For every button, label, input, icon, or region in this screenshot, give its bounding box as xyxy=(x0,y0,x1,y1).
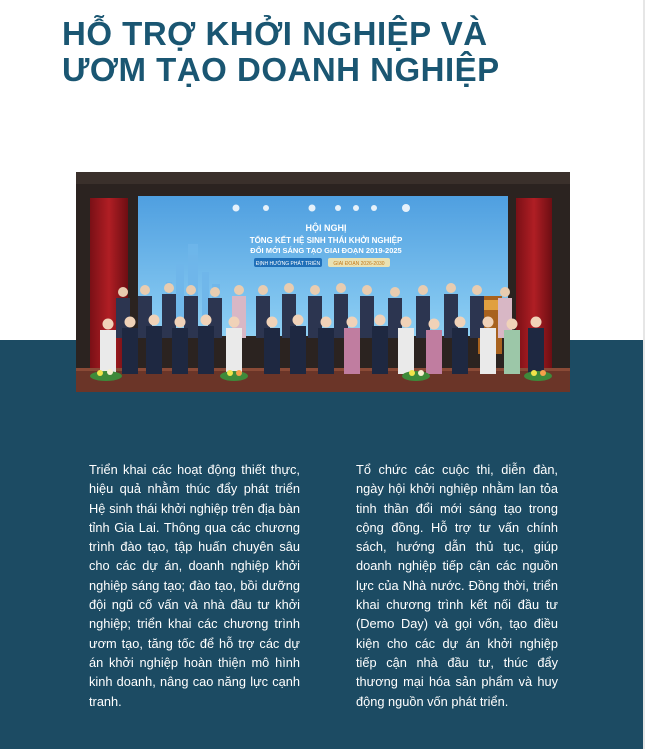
page-title-line-1: HỖ TRỢ KHỞI NGHIỆP VÀ xyxy=(62,15,488,52)
event-photo xyxy=(76,172,570,392)
page-title xyxy=(62,16,500,88)
body-text-left: Triển khai các hoạt động thiết thực, hiệu quả nhằm thúc đẩy phát triển Hệ sinh thái khởi nghiệp trên địa bàn tỉnh Gia Lai. Thông qua các chương trình đào tạo, tập huấn chuyên sâu cho các dự án, doanh nghiệp khởi nghiệp sáng tạo; đào tạo, bồi dưỡng đội ngũ cố vấn và nhà đầu tư khởi nghiệp; triển khai các chương trình ươm tạo, tăng tốc để hỗ trợ các dự án khởi nghiệp hoàn thiện mô hình kinh doanh, nâng cao năng lực cạnh tranh. xyxy=(89,462,300,709)
banner-line-1: TỔNG KẾT HỆ SINH THÁI KHỞI NGHIỆP xyxy=(249,236,403,245)
page-title-line-2: ƯƠM TẠO DOANH NGHIỆP xyxy=(62,51,500,88)
banner-line-2: ĐỔI MỚI SÁNG TẠO GIAI ĐOẠN 2019-2025 xyxy=(250,246,402,255)
banner-tag-2: GIAI ĐOẠN 2026-2030 xyxy=(333,261,385,267)
banner-tag-1: ĐỊNH HƯỚNG PHÁT TRIỂN xyxy=(255,261,321,267)
banner-heading: HỘI NGHỊ xyxy=(305,223,347,233)
body-text-right: Tổ chức các cuộc thi, diễn đàn, ngày hội khởi nghiệp nhằm lan tỏa tinh thần đổi mới sáng tạo trong cộng đồng. Hỗ trợ tư vấn chính sách, hướng dẫn thủ tục, giúp doanh nghiệp tiếp cận các nguồn lực của Nhà nước. Đồng thời, triển khai chương trình kết nối đầu tư (Demo Day) và gọi vốn, tạo điều kiện cho các dự án khởi nghiệp tiếp cận nhà đầu tư, thúc đẩy thương mại hóa sản phẩm và huy động nguồn vốn phát triển. xyxy=(356,462,558,709)
